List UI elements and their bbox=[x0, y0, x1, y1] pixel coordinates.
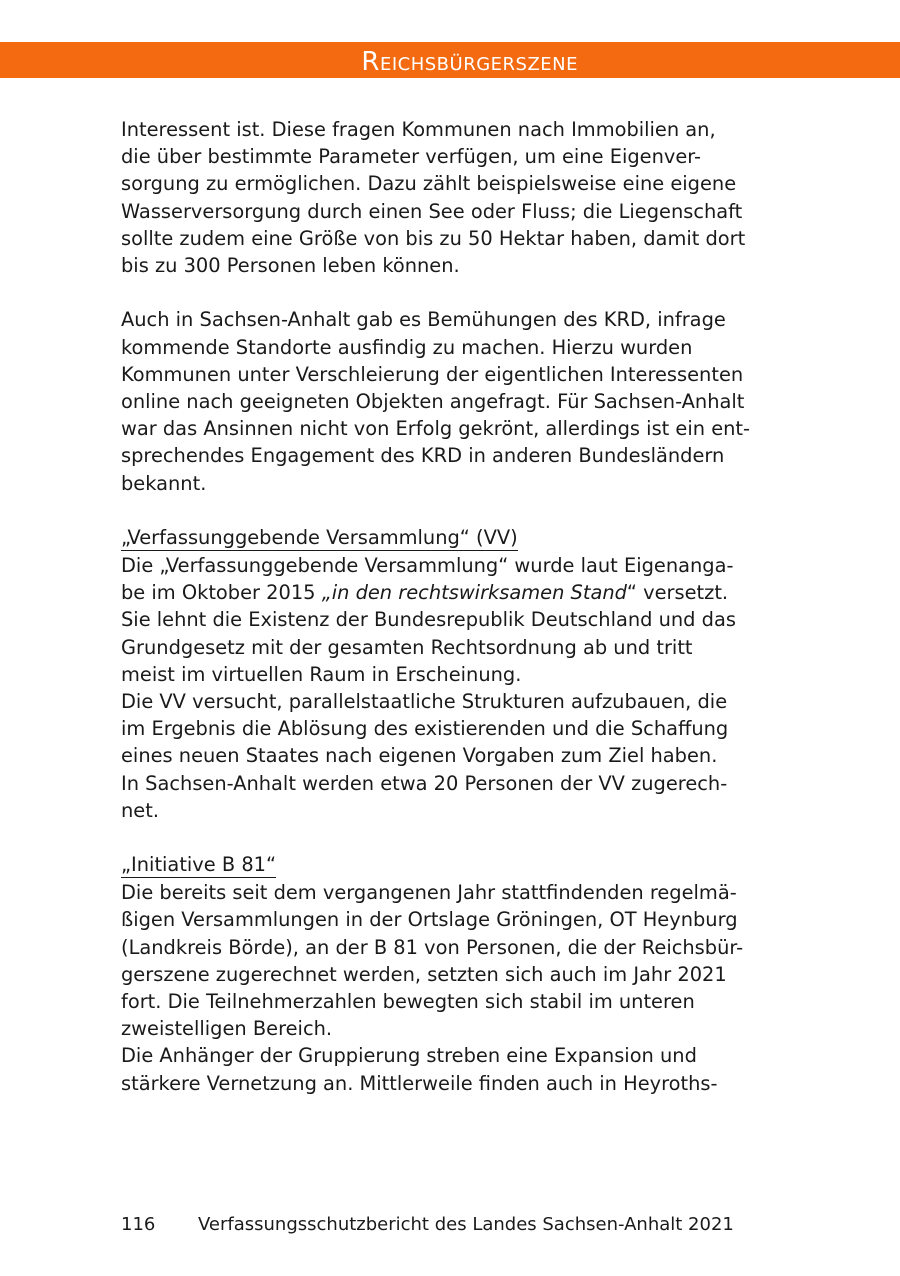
text-line: zweistelligen Bereich. bbox=[121, 1017, 333, 1041]
text-line: meist im virtuellen Raum in Erscheinung. bbox=[121, 662, 522, 686]
text-line: online nach geeigneten Objekten angefragt. Für Sachsen-Anhalt bbox=[121, 390, 745, 414]
text-line: Wasserversorgung durch einen See oder Fluss; die Liegenschaft bbox=[121, 199, 743, 223]
text-line: bis zu 300 Personen leben können. bbox=[121, 254, 460, 278]
text-line: Interessent ist. Diese fragen Kommunen nach Immobilien an, bbox=[121, 118, 716, 141]
paragraph-gap bbox=[121, 279, 801, 306]
text-line: gerszene zugerechnet werden, setzten sich auch im Jahr 2021 bbox=[121, 962, 727, 986]
text-line: (Landkreis Börde), an der B 81 von Personen, die der Reichsbür- bbox=[121, 935, 744, 959]
publication-title: Verfassungsschutzbericht des Landes Sachsen-Anhalt 2021 bbox=[198, 1214, 734, 1235]
intro-paragraph bbox=[121, 116, 801, 279]
text-line: Die VV versucht, parallelstaatliche Strukturen aufzubauen, die bbox=[121, 690, 728, 714]
text-line: Grundgesetz mit der gesamten Rechtsordnung ab und tritt bbox=[121, 635, 693, 659]
text-run: be im Oktober 2015 bbox=[121, 581, 322, 605]
vv-section-heading: „Verfassunggebende Versammlung“ (VV) bbox=[121, 526, 518, 550]
text-line: In Sachsen-Anhalt werden etwa 20 Personen der VV zugerech- bbox=[121, 771, 728, 795]
text-line: im Ergebnis die Ablösung des existierenden und die Schaffung bbox=[121, 717, 729, 741]
text-line: Die „Verfassunggebende Versammlung“ wurde laut Eigenanga- bbox=[121, 554, 734, 578]
text-line: net. bbox=[121, 798, 159, 822]
text-line: bekannt. bbox=[121, 471, 207, 495]
krd-paragraph bbox=[121, 306, 801, 496]
text-line bbox=[121, 579, 801, 606]
text-line: Die bereits seit dem vergangenen Jahr stattfindenden regelmä- bbox=[121, 881, 737, 905]
text-line: sollte zudem eine Größe von bis zu 50 Hektar haben, damit dort bbox=[121, 226, 746, 250]
paragraph-gap bbox=[121, 824, 801, 851]
text-line: war das Ansinnen nicht von Erfolg gekrönt, allerdings ist ein ent- bbox=[121, 417, 751, 441]
section-header-bar bbox=[0, 42, 900, 78]
text-line: stärkere Vernetzung an. Mittlerweile finden auch in Heyroths- bbox=[121, 1071, 718, 1095]
text-line: sprechendes Engagement des KRD in anderen Bundesländern bbox=[121, 444, 725, 468]
page-footer bbox=[121, 1213, 734, 1237]
b81-section bbox=[121, 851, 801, 1097]
text-line: kommende Standorte ausfindig zu machen. Hierzu wurden bbox=[121, 335, 693, 359]
text-line: ßigen Versammlungen in der Ortslage Gröningen, OT Heynburg bbox=[121, 908, 738, 932]
vv-section bbox=[121, 524, 801, 824]
italic-quote: „in den rechtswirksamen Stand bbox=[321, 581, 627, 605]
paragraph-gap bbox=[121, 497, 801, 524]
text-line: eines neuen Staates nach eigenen Vorgaben zum Ziel haben. bbox=[121, 744, 718, 768]
text-line: Die Anhänger der Gruppierung streben eine Expansion und bbox=[121, 1044, 697, 1068]
text-line: fort. Die Teilnehmerzahlen bewegten sich stabil im unteren bbox=[121, 990, 695, 1014]
text-run: “ versetzt. bbox=[626, 581, 729, 605]
text-line: sorgung zu ermöglichen. Dazu zählt beispielsweise eine eigene bbox=[121, 172, 737, 196]
text-line: Sie lehnt die Existenz der Bundesrepublik Deutschland und das bbox=[121, 608, 736, 632]
text-line: Auch in Sachsen-Anhalt gab es Bemühungen des KRD, infrage bbox=[121, 308, 726, 332]
section-title: Reichsbürgerszene bbox=[361, 47, 578, 77]
page-number: 116 bbox=[121, 1214, 156, 1235]
text-line: Kommunen unter Verschleierung der eigentlichen Interessenten bbox=[121, 362, 744, 386]
page-body bbox=[121, 116, 801, 1097]
b81-section-heading: „Initiative B 81“ bbox=[121, 853, 277, 877]
text-line: die über bestimmte Parameter verfügen, um eine Eigenver- bbox=[121, 145, 701, 169]
